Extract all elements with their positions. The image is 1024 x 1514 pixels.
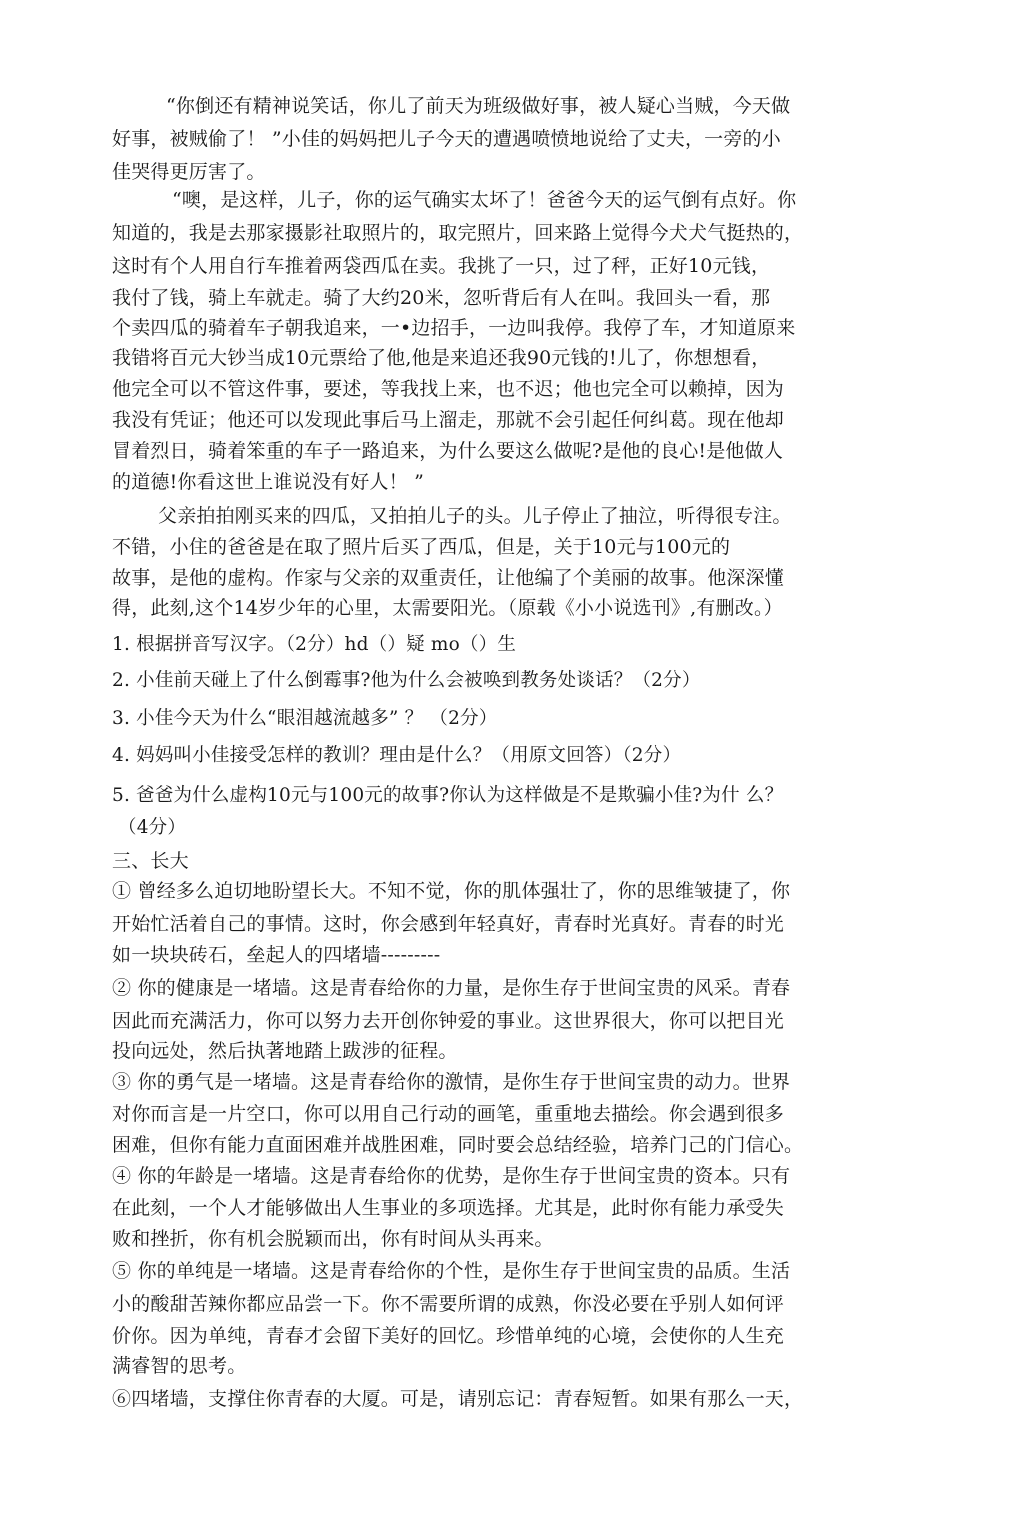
essay-line: 因此而充满活力，你可以努力去开创你钟爱的事业。这世界很大，你可以把目光	[112, 1010, 785, 1032]
section-heading: 三、长大	[112, 850, 189, 872]
essay-line: 开始忙活着自己的事情。这时，你会感到年轻真好，青春时光真好。青春的时光	[112, 913, 785, 935]
essay-line: 在此刻，一个人才能够做出人生事业的多项选择。尤其是，此时你有能力承受失	[112, 1197, 785, 1219]
story-line: 他完全可以不管这件事，要述，等我找上来，也不迟；他也完全可以赖掉，因为	[112, 378, 785, 400]
story-line: 不错，小住的爸爸是在取了照片后买了西瓜，但是，关于10元与100元的	[112, 536, 731, 558]
essay-line: ① 曾经多么迫切地盼望长大。不知不觉，你的肌体强壮了，你的思维皱捷了，你	[112, 880, 791, 902]
essay-line: 败和挫折，你有机会脱颖而出，你有时间从头再来。	[112, 1228, 554, 1250]
essay-line: ⑥四堵墙，支撑住你青春的大厦。可是，请别忘记：青春短暂。如果有那么一天，	[112, 1388, 804, 1410]
story-line: 我没有凭证；他还可以发现此事后马上溜走，那就不会引起任何纠葛。现在他却	[112, 409, 785, 431]
essay-line: 如一块块砖石，垒起人的四堵墙---------	[112, 944, 441, 966]
question-5-points: （4分）	[118, 817, 187, 838]
question-5: 5. 爸爸为什么虚构10元与100元的故事?你认为这样做是不是欺骗小佳?为什 么？	[112, 785, 784, 806]
story-line: 好事，被贼偷了！ ”小佳的妈妈把儿子今天的遭遇喷愤地说给了丈夫，一旁的小	[112, 128, 781, 150]
essay-line: 满睿智的思考。	[112, 1355, 247, 1377]
question-4: 4. 妈妈叫小佳接受怎样的教训？理由是什么？（用原文回答）（2分）	[112, 745, 682, 766]
essay-line: 对你而言是一片空口，你可以用自己行动的画笔，重重地去描绘。你会遇到很多	[112, 1103, 785, 1125]
story-line: 我付了钱，骑上车就走。骑了大约20米，忽听背后有人在叫。我回头一看，那	[112, 287, 771, 309]
story-line: 冒着烈日，骑着笨重的车子一路追来，为什么要这么做呢?是他的良心!是他做人	[112, 440, 784, 462]
question-1: 1. 根据拼音写汉字。（2分）hd（）疑 mo（）生	[112, 634, 517, 655]
question-2: 2. 小佳前天碰上了什么倒霉事?他为什么会被唤到教务处谈话？（2分）	[112, 670, 701, 691]
essay-line: ⑤ 你的单纯是一堵墙。这是青春给你的个性，是你生存于世间宝贵的品质。生活	[112, 1260, 791, 1282]
essay-line: 价你。因为单纯，青春才会留下美好的回忆。珍惜单纯的心境，会使你的人生充	[112, 1325, 785, 1347]
story-line: 故事，是他的虚构。作家与父亲的双重责任，让他编了个美丽的故事。他深深懂	[112, 567, 785, 589]
story-line: 佳哭得更厉害了。	[112, 161, 266, 183]
story-line: 的道德!你看这世上谁说没有好人！ ”	[112, 471, 424, 493]
essay-line: ② 你的健康是一堵墙。这是青春给你的力量，是你生存于世间宝贵的风采。青春	[112, 977, 791, 999]
essay-line: 小的酸甜苦辣你都应品尝一下。你不需要所谓的成熟，你没必要在乎别人如何评	[112, 1293, 785, 1315]
question-3: 3. 小佳今天为什么“眼泪越流越多” ？ （2分）	[112, 708, 498, 729]
story-line: 这时有个人用自行车推着两袋西瓜在卖。我挑了一只，过了秤，正好10元钱，	[112, 255, 771, 277]
essay-line: 投向远处，然后执著地踏上跋涉的征程。	[112, 1040, 458, 1062]
story-line: 个卖四瓜的骑着车子朝我追来，一•边招手，一边叫我停。我停了车，才知道原来	[112, 317, 796, 339]
story-line: 知道的，我是去那家摄影社取照片的，取完照片，回来路上觉得今犬犬气挺热的，	[112, 222, 804, 244]
essay-line: ③ 你的勇气是一堵墙。这是青春给你的激情，是你生存于世间宝贵的动力。世界	[112, 1071, 791, 1093]
story-line: 得，此刻,这个14岁少年的心里，太需要阳光。（原载《小小说选刊》,有删改。）	[112, 597, 783, 619]
essay-line: 困难，但你有能力直面困难并战胜困难，同时要会总结经验，培养门己的门信心。	[112, 1134, 804, 1156]
essay-line: ④ 你的年龄是一堵墙。这是青春给你的优势，是你生存于世间宝贵的资本。只有	[112, 1165, 791, 1187]
story-line: 父亲拍拍刚买来的四瓜，又拍拍儿子的头。儿子停止了抽泣，听得很专注。	[158, 505, 792, 527]
story-line: 我错将百元大钞当成10元票给了他,他是来追还我90元钱的!儿了，你想想看，	[112, 347, 771, 369]
story-line: “噢，是这样，儿子，你的运气确实太坏了！爸爸今天的运气倒有点好。你	[172, 189, 797, 211]
story-line: “你倒还有精神说笑话，你儿了前天为班级做好事，被人疑心当贼，今天做	[166, 95, 791, 117]
